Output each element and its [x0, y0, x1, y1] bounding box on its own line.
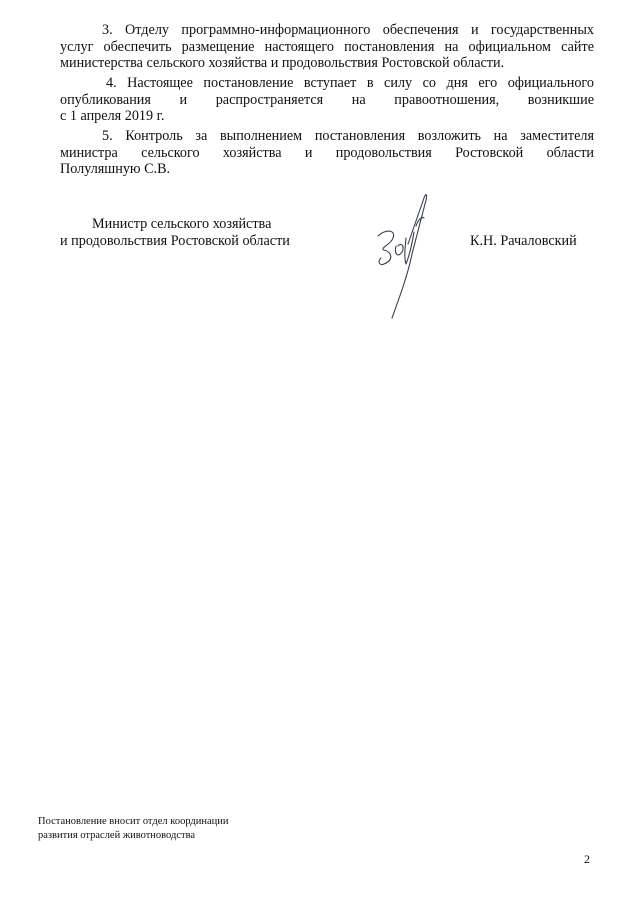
paragraph-line: 5. Контроль за выполнением постановления возложить на заместителя: [102, 128, 594, 144]
footer-note-line-2: развития отраслей животноводства: [38, 830, 196, 841]
signatory-title-line-2: и продовольствия Ростовской области: [60, 233, 290, 249]
paragraph-5: [60, 128, 594, 178]
handwritten-signature: [372, 188, 442, 323]
paragraph-line: Полуляшную С.В.: [60, 161, 171, 177]
paragraph-line: министерства сельского хозяйства и продовольствия Ростовской области.: [60, 55, 505, 71]
paragraph-line: с 1 апреля 2019 г.: [60, 108, 165, 124]
paragraph-line: услуг обеспечить размещение настоящего постановления на официальном сайте: [60, 38, 594, 55]
paragraph-3: [60, 22, 594, 72]
paragraph-line: 3. Отделу программно-информационного обеспечения и государственных: [102, 22, 594, 38]
signatory-title-line-1: Министр сельского хозяйства: [92, 216, 272, 232]
signatory-name: К.Н. Рачаловский: [470, 233, 577, 249]
paragraph-line: министра сельского хозяйства и продовольствия Ростовской области: [60, 144, 594, 161]
footer-note-line-1: Постановление вносит отдел координации: [38, 816, 229, 827]
paragraph-line: 4. Настоящее постановление вступает в силу со дня его официального: [106, 75, 594, 91]
page-number: 2: [584, 852, 590, 866]
paragraph-4: [60, 75, 594, 125]
paragraph-line: опубликования и распространяется на правоотношения, возникшие: [60, 91, 594, 108]
